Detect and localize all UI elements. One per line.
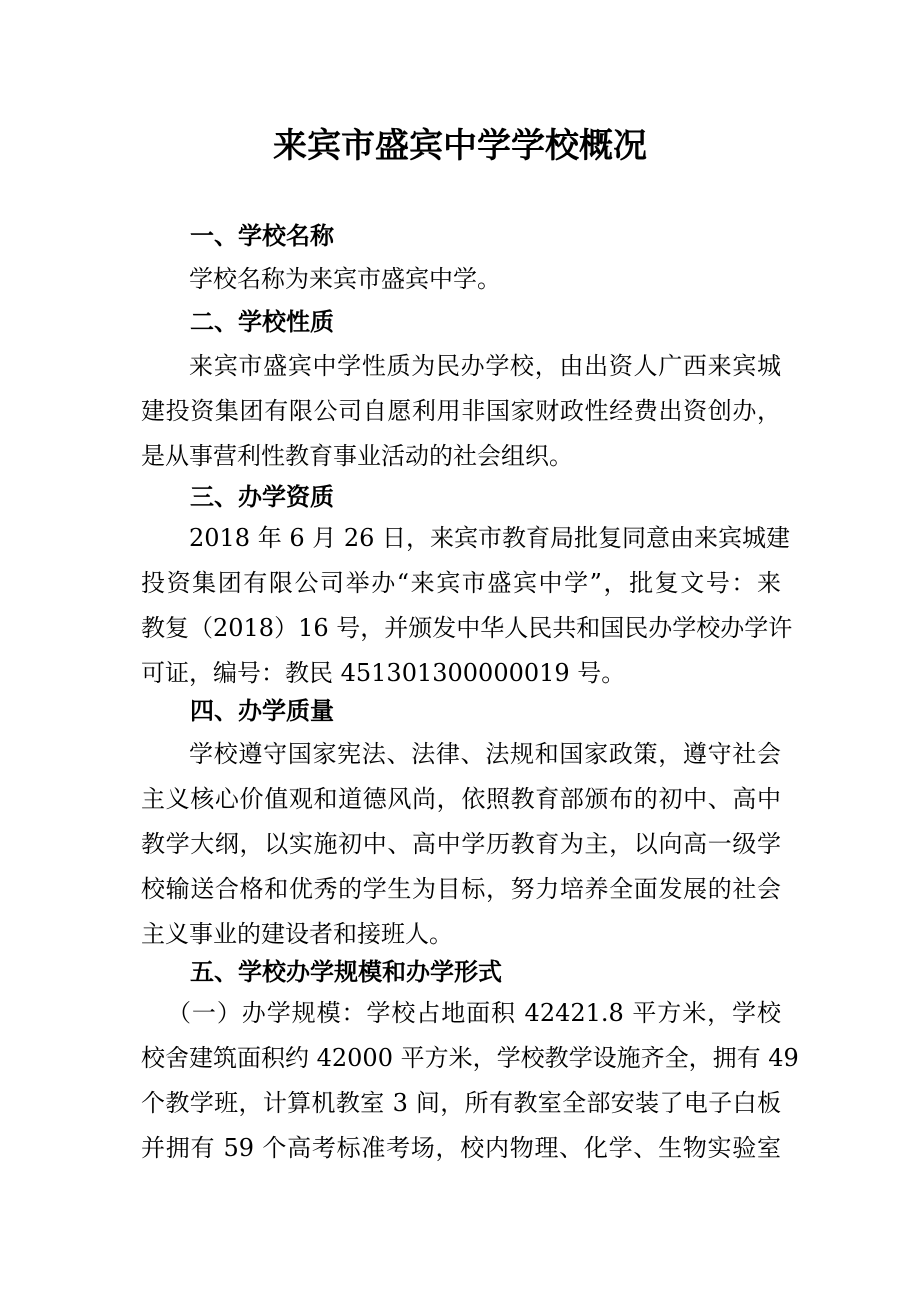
body-line: 个教学班，计算机教室 3 间，所有教室全部安装了电子白板 <box>141 1089 781 1117</box>
body-line: 建投资集团有限公司自愿利用非国家财政性经费出资创办， <box>141 397 781 425</box>
section-heading-school-nature: 二、学校性质 <box>190 308 334 336</box>
body-line: 2018 年 6 月 26 日，来宾市教育局批复同意由来宾城建 <box>189 524 791 552</box>
section-body-school-nature <box>141 344 781 479</box>
body-line: 来宾市盛宾中学性质为民办学校，由出资人广西来宾城 <box>189 352 781 380</box>
body-line: （一）办学规模：学校占地面积 42421.8 平方米，学校 <box>167 999 781 1027</box>
body-line: 并拥有 59 个高考标准考场，校内物理、化学、生物实验室 <box>141 1134 781 1162</box>
body-line: 主义核心价值观和道德风尚，依照教育部颁布的初中、高中 <box>141 785 781 813</box>
section-body-quality <box>141 732 781 957</box>
body-line: 学校遵守国家宪法、法律、法规和国家政策，遵守社会 <box>189 740 781 768</box>
section-body-scale-form <box>141 991 799 1171</box>
body-line: 主义事业的建设者和接班人。 <box>141 920 453 948</box>
section-body-qualification <box>141 516 793 696</box>
section-heading-quality: 四、办学质量 <box>190 697 334 725</box>
section-heading-scale-form: 五、学校办学规模和办学形式 <box>190 958 502 986</box>
body-line: 教复（2018）16 号，并颁发中华人民共和国民办学校办学许 <box>141 614 793 642</box>
body-line: 是从事营利性教育事业活动的社会组织。 <box>141 442 573 470</box>
document-title: 来宾市盛宾中学学校概况 <box>273 126 647 166</box>
body-line: 教学大纲，以实施初中、高中学历教育为主，以向高一级学 <box>141 830 781 858</box>
body-line: 投资集团有限公司举办“来宾市盛宾中学”，批复文号：来 <box>141 569 781 597</box>
section-heading-school-name: 一、学校名称 <box>190 222 334 250</box>
body-line: 校输送合格和优秀的学生为目标，努力培养全面发展的社会 <box>141 875 781 903</box>
body-line: 可证，编号：教民 451301300000019 号。 <box>141 659 626 687</box>
body-line: 校舍建筑面积约 42000 平方米，学校教学设施齐全，拥有 49 <box>141 1044 799 1072</box>
body-line: 学校名称为来宾市盛宾中学。 <box>189 265 501 293</box>
section-heading-qualification: 三、办学资质 <box>190 483 334 511</box>
section-body-school-name <box>141 257 781 302</box>
